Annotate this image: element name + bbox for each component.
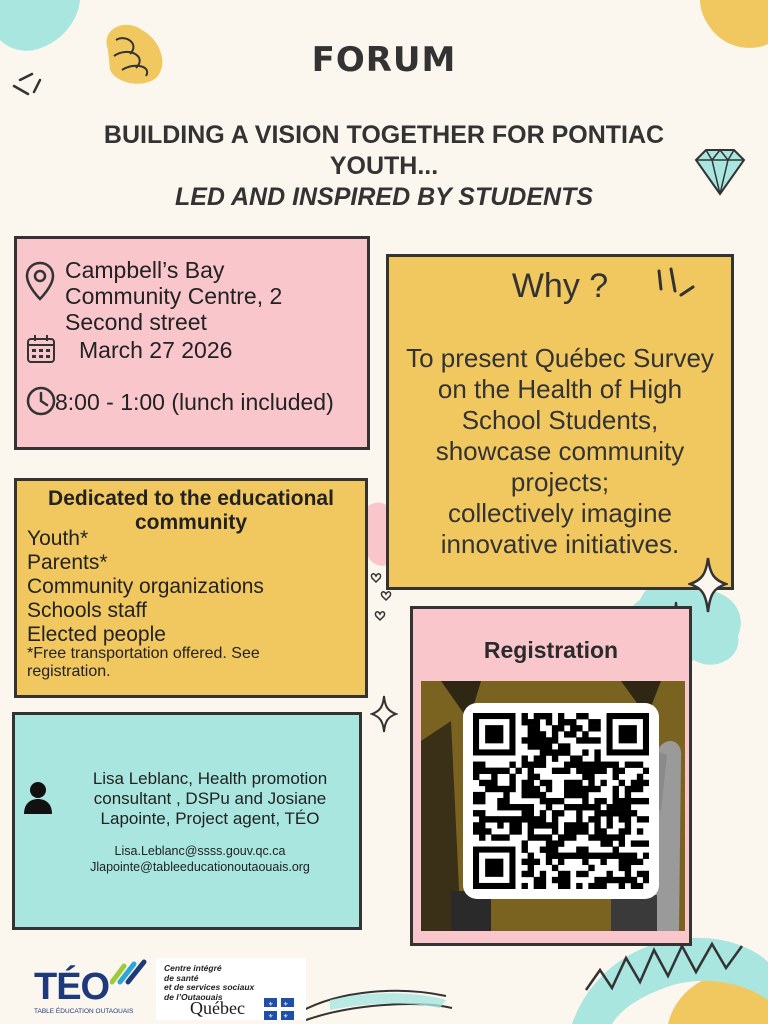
- cisss-line: de l’Outaouais: [164, 991, 223, 1002]
- contact-line: Lapointe, Project agent, TÉO: [100, 809, 320, 828]
- sparkle-icon: [688, 556, 728, 616]
- svg-text:⚜: ⚜: [268, 1001, 274, 1008]
- svg-text:⚜: ⚜: [268, 1013, 274, 1020]
- teo-caption: TABLE ÉDUCATION OUTAOUAIS: [34, 1008, 134, 1015]
- cisss-name: [164, 964, 254, 1002]
- audience-list: [27, 527, 264, 647]
- sparkle-icon: [370, 694, 398, 734]
- why-line: School Students,: [461, 405, 659, 435]
- list-item: Elected people: [27, 623, 166, 646]
- event-details-box: [14, 236, 370, 450]
- quebec-wordmark: Québec: [190, 998, 245, 1018]
- headline-subtitle: LED AND INSPIRED BY STUDENTS: [174, 183, 594, 211]
- cisss-line: de santé: [164, 972, 199, 983]
- quebec-flag-icon: [264, 998, 294, 1020]
- why-line: projects;: [510, 467, 610, 497]
- cisss-logo: [156, 958, 306, 1020]
- teo-logo: [34, 962, 152, 1016]
- audience-box: [14, 478, 368, 698]
- why-body: [389, 343, 731, 560]
- headline: [40, 120, 728, 213]
- qr-code-card[interactable]: [463, 703, 659, 899]
- address-line-2: Community Centre, 2: [65, 283, 283, 309]
- contact-name: [65, 769, 355, 829]
- page-title: FORUM: [311, 40, 457, 80]
- transportation-note: *Free transportation offered. See registration.: [27, 645, 260, 680]
- address-line-1: Campbell’s Bay: [65, 257, 225, 283]
- calendar-icon: [25, 333, 57, 365]
- contact-box: [12, 712, 362, 930]
- location-pin-icon: [25, 261, 55, 301]
- why-line: showcase community: [435, 436, 685, 466]
- qr-code-icon[interactable]: [473, 713, 649, 889]
- list-item: Community organizations: [27, 575, 264, 598]
- emphasis-lines-icon: [651, 265, 697, 305]
- svg-text:⚜: ⚜: [283, 1013, 289, 1020]
- registration-photo: [421, 681, 685, 931]
- headline-line-1: BUILDING A VISION TOGETHER FOR PONTIAC: [103, 121, 665, 149]
- registration-title: Registration: [483, 637, 619, 663]
- teo-wordmark: TÉO: [34, 966, 110, 1008]
- teo-brush-mark-icon: [110, 956, 150, 986]
- registration-box: [410, 606, 692, 946]
- hearts-icon: [370, 570, 400, 630]
- svg-text:⚜: ⚜: [283, 1001, 289, 1008]
- email-link[interactable]: Lisa.Leblanc@ssss.gouv.qc.ca: [114, 844, 286, 858]
- address-line-3: Second street: [65, 309, 207, 335]
- why-box: [386, 254, 734, 590]
- event-date: March 27 2026: [79, 337, 233, 363]
- why-line: collectively imagine: [448, 498, 672, 528]
- clock-icon: [25, 385, 57, 417]
- email-link[interactable]: Jlapointe@tableeducationoutaouais.org: [90, 860, 310, 874]
- why-title: Why ?: [511, 267, 609, 305]
- headline-line-2: YOUTH...: [329, 152, 439, 180]
- audience-title: Dedicated to the educational community: [48, 487, 334, 534]
- cisss-line: Centre intégré: [164, 963, 222, 973]
- why-line: innovative initiatives.: [440, 529, 680, 559]
- why-line: on the Health of High: [437, 374, 683, 404]
- list-item: Youth*: [27, 527, 89, 550]
- event-time: 8:00 - 1:00 (lunch included): [55, 389, 334, 415]
- contact-emails: [55, 843, 345, 875]
- contact-line: consultant , DSPu and Josiane: [93, 789, 327, 808]
- list-item: Schools staff: [27, 599, 147, 622]
- list-item: Parents*: [27, 551, 108, 574]
- contact-line: Lisa Leblanc, Health promotion: [92, 769, 328, 788]
- person-icon: [23, 781, 53, 815]
- cisss-line: et de services sociaux: [164, 982, 255, 992]
- why-line: To present Québec Survey: [406, 343, 714, 373]
